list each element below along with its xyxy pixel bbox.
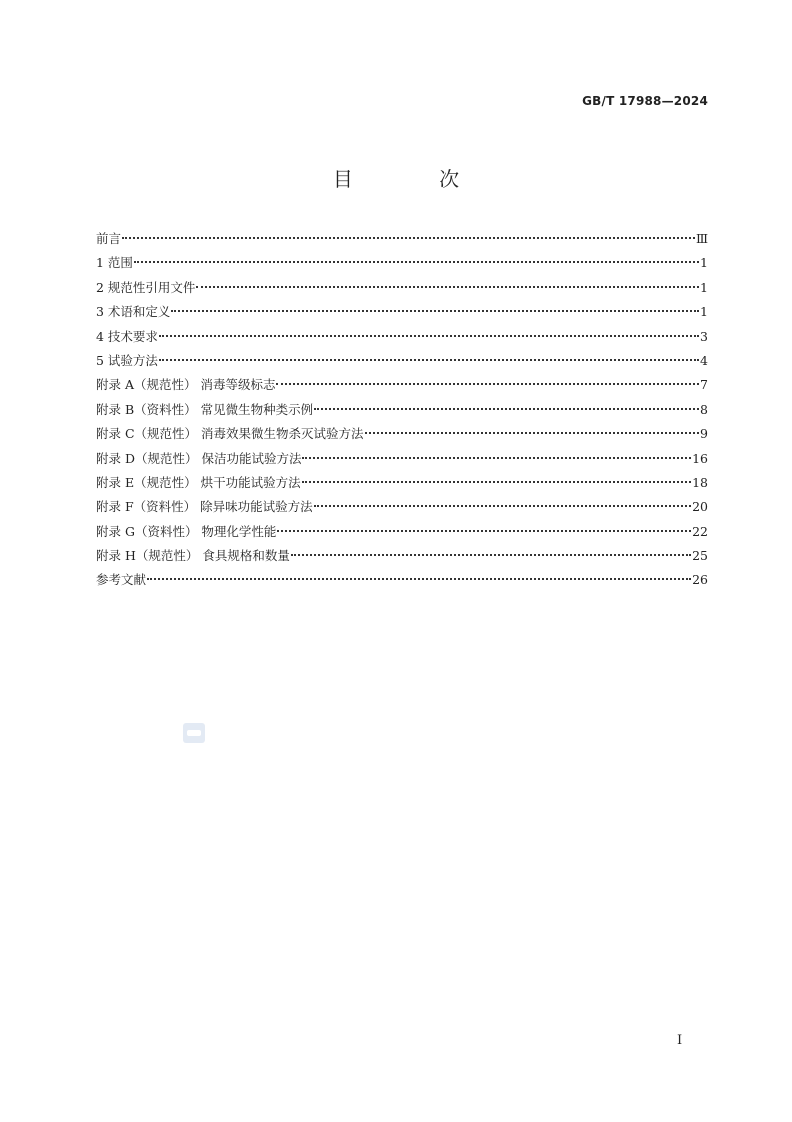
page-title: 目 次 xyxy=(332,167,500,191)
toc-entry[interactable] xyxy=(96,349,708,373)
toc-entry[interactable] xyxy=(96,471,708,495)
table-of-contents xyxy=(96,227,708,593)
toc-entry[interactable] xyxy=(96,227,708,251)
toc-entry[interactable] xyxy=(96,544,708,568)
toc-entry-label: 附录 C（规范性） 消毒效果微生物杀灭试验方法 xyxy=(96,426,364,442)
watermark-mark-icon xyxy=(187,730,201,736)
toc-entry[interactable] xyxy=(96,495,708,519)
toc-entry[interactable] xyxy=(96,520,708,544)
toc-entry-label: 2 规范性引用文件 xyxy=(96,279,196,295)
toc-entry-page: 7 xyxy=(700,377,708,393)
toc-entry[interactable] xyxy=(96,568,708,592)
toc-entry[interactable] xyxy=(96,398,708,422)
toc-entry-page: 20 xyxy=(692,499,708,515)
toc-leader xyxy=(122,237,695,239)
toc-leader xyxy=(276,383,699,385)
toc-entry-label: 5 试验方法 xyxy=(96,352,158,368)
toc-entry[interactable] xyxy=(96,373,708,397)
toc-entry-label: 参考文献 xyxy=(96,572,147,588)
toc-entry-page: 1 xyxy=(700,304,708,320)
toc-entry-page: 1 xyxy=(700,255,708,271)
toc-leader xyxy=(196,286,699,288)
watermark-logo xyxy=(183,723,205,743)
toc-entry-page: 18 xyxy=(692,474,708,490)
toc-leader xyxy=(302,481,692,483)
toc-entry[interactable] xyxy=(96,300,708,324)
toc-entry-label: 附录 G（资料性） 物理化学性能 xyxy=(96,523,277,539)
toc-leader xyxy=(277,530,691,532)
toc-entry-page: 1 xyxy=(700,279,708,295)
toc-entry-page: 26 xyxy=(692,572,708,588)
toc-leader xyxy=(147,578,691,580)
toc-entry-page: 9 xyxy=(700,426,708,442)
toc-leader xyxy=(365,432,700,434)
toc-leader xyxy=(314,505,691,507)
toc-entry[interactable] xyxy=(96,325,708,349)
toc-entry[interactable] xyxy=(96,447,708,471)
toc-entry-label: 附录 A（规范性） 消毒等级标志 xyxy=(96,377,276,393)
toc-entry-page: 25 xyxy=(692,548,708,564)
toc-entry-label: 附录 E（规范性） 烘干功能试验方法 xyxy=(96,474,301,490)
toc-entry[interactable] xyxy=(96,422,708,446)
toc-entry[interactable] xyxy=(96,251,708,275)
toc-entry-page: 16 xyxy=(692,450,708,466)
toc-leader xyxy=(314,408,699,410)
toc-entry-label: 附录 B（资料性） 常见微生物种类示例 xyxy=(96,401,314,417)
toc-leader xyxy=(159,359,699,361)
toc-leader xyxy=(302,457,691,459)
toc-leader xyxy=(134,261,699,263)
toc-leader xyxy=(291,554,691,556)
toc-entry-label: 附录 D（规范性） 保洁功能试验方法 xyxy=(96,450,302,466)
toc-entry-label: 附录 H（规范性） 食具规格和数量 xyxy=(96,548,290,564)
toc-entry-page: 8 xyxy=(700,401,708,417)
toc-entry-label: 前言 xyxy=(96,231,122,246)
toc-entry-label: 3 术语和定义 xyxy=(96,304,171,320)
toc-leader xyxy=(171,310,699,312)
toc-entry-page: 4 xyxy=(700,352,708,368)
toc-entry-label: 附录 F（资料性） 除异味功能试验方法 xyxy=(96,499,313,515)
toc-entry-label: 4 技术要求 xyxy=(96,328,158,344)
toc-entry[interactable] xyxy=(96,276,708,300)
toc-entry-page: 22 xyxy=(692,523,708,539)
toc-leader xyxy=(159,335,699,337)
toc-entry-label: 1 范围 xyxy=(96,255,133,271)
toc-entry-page: 3 xyxy=(700,328,708,344)
page-number: I xyxy=(677,1033,683,1048)
standard-code: GB/T 17988—2024 xyxy=(582,94,708,108)
toc-entry-page: Ⅲ xyxy=(695,231,708,246)
